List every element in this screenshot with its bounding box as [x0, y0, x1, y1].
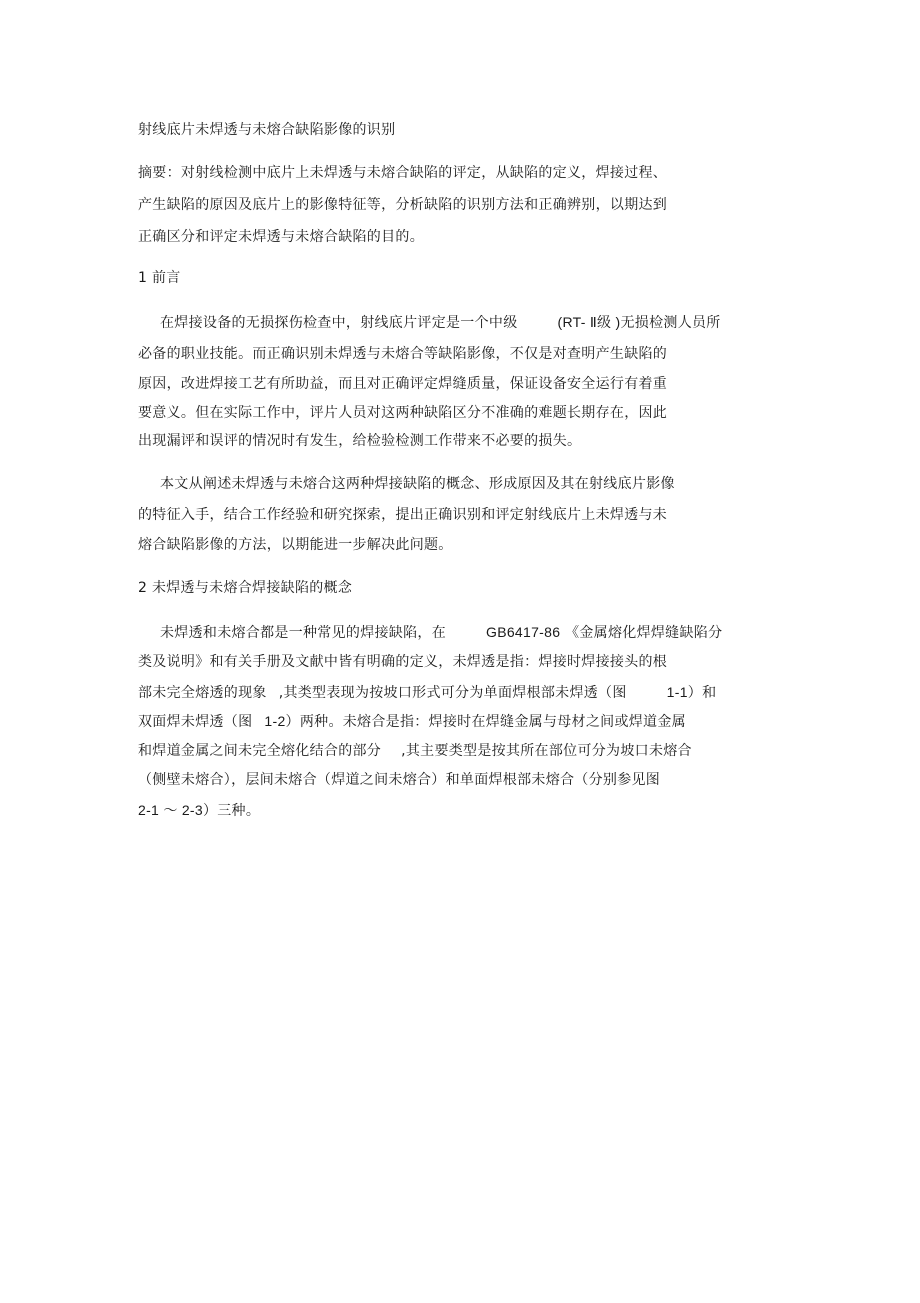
- paragraph-line: 出现漏评和误评的情况时有发生，给检验检测工作带来不必要的损失。: [138, 433, 582, 449]
- paragraph-text: 和焊道金属之间未完全熔化结合的部分: [138, 743, 382, 759]
- paragraph-text: ,其类型表现为按坡口形式可分为单面焊根部未焊透（图: [278, 685, 627, 701]
- document-title: 射线底片未焊透与未熔合缺陷影像的识别: [138, 122, 396, 138]
- paragraph-line: [138, 682, 716, 703]
- paragraph-text: ）和: [687, 685, 717, 701]
- paragraph-line: 熔合缺陷影像的方法，以期能进一步解决此问题。: [138, 537, 453, 553]
- paragraph-line: 原因，改进焊接工艺有所助益，而且对正确评定焊缝质量，保证设备安全运行有着重: [138, 376, 668, 392]
- section-2-heading: 2 未焊透与未熔合焊接缺陷的概念: [138, 580, 353, 596]
- paragraph-line: 的特征入手，结合工作经验和研究探索，提出正确识别和评定射线底片上未焊透与未: [138, 507, 668, 523]
- paragraph-line: [138, 800, 260, 821]
- paragraph-line: [138, 711, 686, 732]
- paragraph-text: 2-1 ～ 2-3: [138, 802, 203, 818]
- paragraph-line: （侧壁未熔合），层间未熔合（焊道之间未熔合）和单面焊根部未熔合（分别参见图: [138, 772, 661, 788]
- paragraph-text: 《金属熔化焊焊缝缺陷分: [565, 625, 723, 641]
- paragraph-text: 双面焊未焊透（图: [138, 714, 253, 730]
- section-1-heading: 1 前言: [138, 270, 181, 286]
- paragraph-text: ）两种。未熔合是指：焊接时在焊缝金属与母材之间或焊道金属: [285, 714, 686, 730]
- paragraph-text: 在焊接设备的无损探伤检查中，射线底片评定是一个中级: [160, 315, 518, 331]
- paragraph-text: 部未完全熔透的现象: [138, 685, 267, 701]
- paragraph-text: 未焊透和未熔合都是一种常见的焊接缺陷，在: [160, 625, 446, 641]
- abstract-line: 正确区分和评定未焊透与未熔合缺陷的目的。: [138, 229, 424, 245]
- paragraph-text: GB6417-86: [486, 624, 561, 640]
- abstract-line: 产生缺陷的原因及底片上的影像特征等，分析缺陷的识别方法和正确辨别，以期达到: [138, 197, 668, 213]
- paragraph-line: 本文从阐述未焊透与未熔合这两种焊接缺陷的概念、形成原因及其在射线底片影像: [160, 476, 675, 492]
- paragraph-line: [160, 312, 721, 333]
- paragraph-text: (RT- Ⅱ级 )无损检测人员所: [557, 314, 721, 330]
- paragraph-text: 1-1: [666, 684, 688, 700]
- paragraph-line: 要意义。但在实际工作中，评片人员对这两种缺陷区分不准确的难题长期存在，因此: [138, 405, 668, 421]
- paragraph-text: ）三种。: [202, 803, 261, 819]
- paragraph-text: ,其主要类型是按其所在部位可分为坡口未熔合: [401, 743, 692, 759]
- paragraph-line: 类及说明》和有关手册及文献中皆有明确的定义，未焊透是指：焊接时焊接接头的根: [138, 654, 668, 670]
- paragraph-line: [138, 741, 692, 761]
- paragraph-line: [160, 622, 722, 643]
- abstract-line: 摘要：对射线检测中底片上未焊透与未熔合缺陷的评定，从缺陷的定义，焊接过程、: [138, 165, 668, 181]
- paragraph-line: 必备的职业技能。而正确识别未焊透与未熔合等缺陷影像，不仅是对查明产生缺陷的: [138, 346, 668, 362]
- paragraph-text: 1-2: [264, 713, 286, 729]
